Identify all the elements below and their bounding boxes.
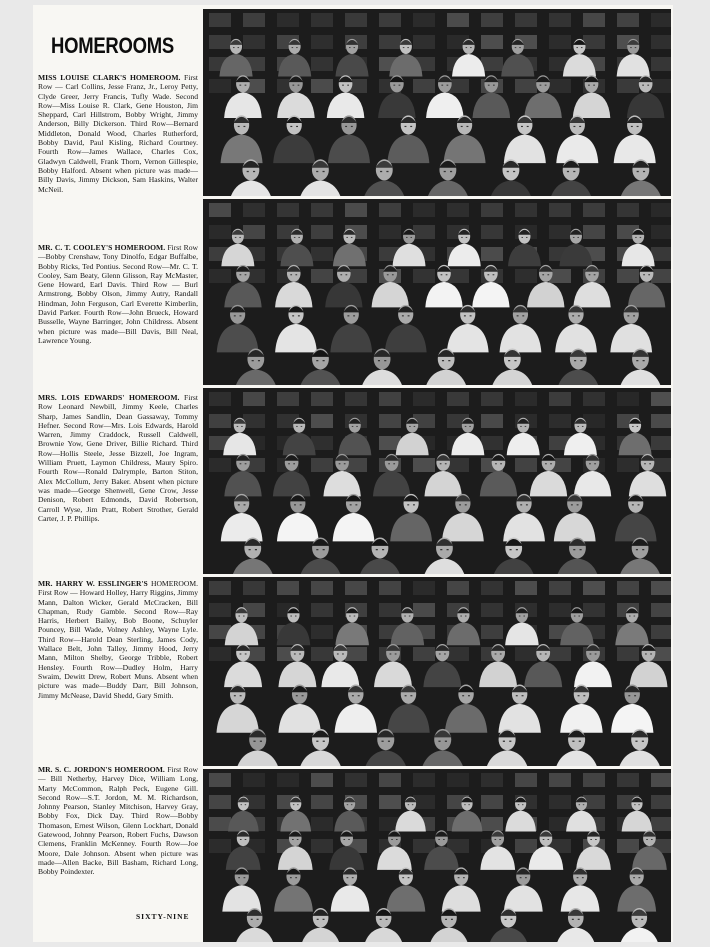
captions-column: [33, 5, 199, 942]
teacher-name: MRS. LOIS EDWARDS' HOMEROOM.: [38, 393, 180, 402]
homeroom-roster: HOMEROOM. First Row — Howard Holley, Harry Riggins, Jimmy Mann, Dalton Wicker, Gerald McCracken, Bill Chapman, Rudy Gamble. Second Row—Ray Harris, Herbert Bailey, Bob Boone, Schuyler Pouncey, Bill Wade, Volney Ashley, Wayne Lyle. Third Row—Harold Dean Sterling, James Cody, Wallace Belt, John Talley, Jimmy Hood, Jerry Mann, Milton Shelby, George Tribble, Robert Hensley. Fourth Row—Dudley Holm, Harry Swaim, Dewitt Drew, Robert Muns. Absent when picture was made—Buddy Darr, Bill Johnson, Jimmy McNease, David Shedd, Gary Smith.: [38, 579, 199, 700]
group-photo-image: [203, 9, 671, 196]
teacher-name: MR. S. C. JORDON'S HOMEROOM.: [38, 765, 165, 774]
homeroom-caption-jordon: [38, 765, 198, 877]
page-number: SIXTY-NINE: [136, 912, 190, 921]
homeroom-caption-edwards: [38, 393, 198, 523]
homeroom-caption-esslinger: [38, 579, 198, 700]
homeroom-caption-clark: [38, 73, 198, 194]
homeroom-roster: First Row—Bobby Crenshaw, Tony Dinolfo, Edgar Buffalbe, Bobby Ricks, Ted Pontius. Second Row—Mr. C. T. Cooley, Sam Beaty, Glenn Glisson, Ray McMaster, Gene Howard, Earl Davis. Third Row — Burl Armstrong, Bobby Olson, Jimmy Autry, Randall Hindman, John Ferguson, Carl Everette Kimberlin, David Parker. Fourth Row—John Brueck, Howard Busselle, Wayne Barringer, John Childress. Absent when picture was made—Bill Davis, Bill Neal, Lawrence Young.: [38, 243, 198, 345]
group-photo-image: [203, 769, 671, 942]
group-photo-esslinger: [203, 577, 671, 766]
group-photo-cooley: [203, 199, 671, 385]
teacher-name: MR. HARRY W. ESSLINGER'S: [38, 579, 148, 588]
teacher-name: MISS LOUISE CLARK'S HOMEROOM.: [38, 73, 181, 82]
group-photo-jordon: [203, 769, 671, 942]
group-photo-clark: [203, 9, 671, 196]
teacher-name: MR. C. T. COOLEY'S HOMEROOM.: [38, 243, 166, 252]
homeroom-roster: First Row — Bill Netherby, Harvey Dice, William Long, Marty McCommon, Ralph Peck, Eugene Gill. Second Row—S.T. Jordon, M. M. Richardson, Johnny Pearson, Stanley Mitchison, Harvey Gray, Bobby Fox, Dick Day. Third Row—Bobby Thomason, Ernest Wilson, Glenn Lockhart, Donald Gatewood, Johnny Pearson, Robert Fuchs, Dawson Clemens, Franklin McKenney. Fourth Row—Joe Moore, Dale Johnson. Absent when picture was made—Allen Backe, Bill Basham, Richard Long, Bobby Poindexter.: [38, 765, 198, 877]
yearbook-page: [33, 5, 673, 942]
homeroom-roster: First Row — Carl Collins, Jesse Franz, Jr., Leroy Petty, Clyde Greer, Jerry Francis, Tufly Wade. Second Row—Miss Louise R. Clark, Gene Houston, Jim Sheppard, Carl Hillstrom, Bobby Wright, Jimmy Anderson, Billy Dickerson. Third Row—Bernard Middleton, Donald Wood, Charles Rutherford, Bobby David, Paul Kisling, Richard Courtney. Fourth Row—James Wallace, Charles Cox, Gladwyn Caldwell, Frank Thorn, Vernon Gillespie, Bobby Halford. Absent when picture was made—Billy Davis, Jimmy Dickson, Sam Haskins, Walter McNeil.: [38, 73, 198, 194]
group-photo-image: [203, 199, 671, 385]
group-photo-image: [203, 388, 671, 574]
group-photo-edwards: [203, 388, 671, 574]
page-title: HOMEROOMS: [51, 33, 174, 58]
homeroom-caption-cooley: [38, 243, 198, 345]
group-photo-image: [203, 577, 671, 766]
homeroom-roster: First Row Leonard Newbill, Jimmy Keele, Charles Sharp, James Sandlin, Dean Gassaway, Tommy Hefner. Second Row—Mrs. Lois Edwards, Harold Warren, Jimmy Craddock, Russell Caldwell, Brownie Yow, Gene Driver, Billie Richard. Third Row—Hollis Steele, Jesse Bizzell, Joe Ingram, William Pruett, Laymon Childress, Maury Spiro. Fourth Row—Ronald Dalrymple, Barton Stiton, Alex McCollum, Jerry Baker. Absent when picture was made—George Shenwell, Gene Crow, Jesse Denison, Robert Edmonds, David Robertson, Carroll Wyse, Jim Pratt, Robert Strother, Gerald Carter, J. P. Phillips.: [38, 393, 198, 523]
